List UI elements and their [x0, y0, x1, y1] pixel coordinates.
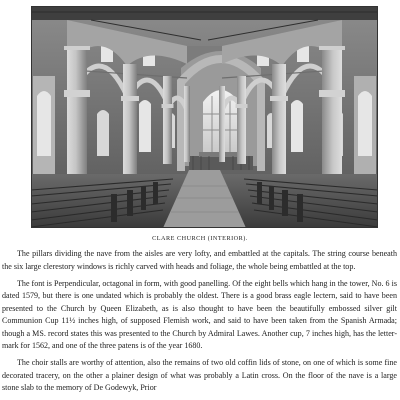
- paragraph-pillars: The pillars dividing the nave from the aisles are very lofty, and embattled at the capitals. The string course beneath the six large clerestory windows is richly carved with heads and foliage, the whole being embattled at the top.: [2, 249, 397, 271]
- figure-caption: CLARE CHURCH (INTERIOR).: [152, 235, 248, 242]
- paragraph-choir-stalls: The choir stalls are worthy of attention, also the remains of two old coffin lids of stone, on one of which is some fine decorated tracery, on the other a plainer design of what was probably a Latin cross. On the floor of the nave is a large stone slab to the memory of De Godewyk, Prior: [2, 358, 397, 393]
- church-interior-photo: [31, 6, 378, 228]
- paragraph-font-and-bells: The font is Perpendicular, octagonal in form, with good panelling. Of the eight bells which hang in the tower, No. 6 is dated 1579, but there is one undated which is probably the oldest. There is a good brass eagle lectern, said to have been presented to the Church by Queen Elizabeth, as is also thought to have been the beautifully embossed silver gilt Communion Cup 11½ inches high, of supposed Flemish work, and said to have been taken from the Spanish Armada; though a MS. record states this was presented to the Church by Admiral Lawes. Another cup, 7 inches high, has the letter-mark for 1562, and one of the three patens is of the year 1680.: [2, 278, 397, 351]
- body-text: [2, 248, 397, 395]
